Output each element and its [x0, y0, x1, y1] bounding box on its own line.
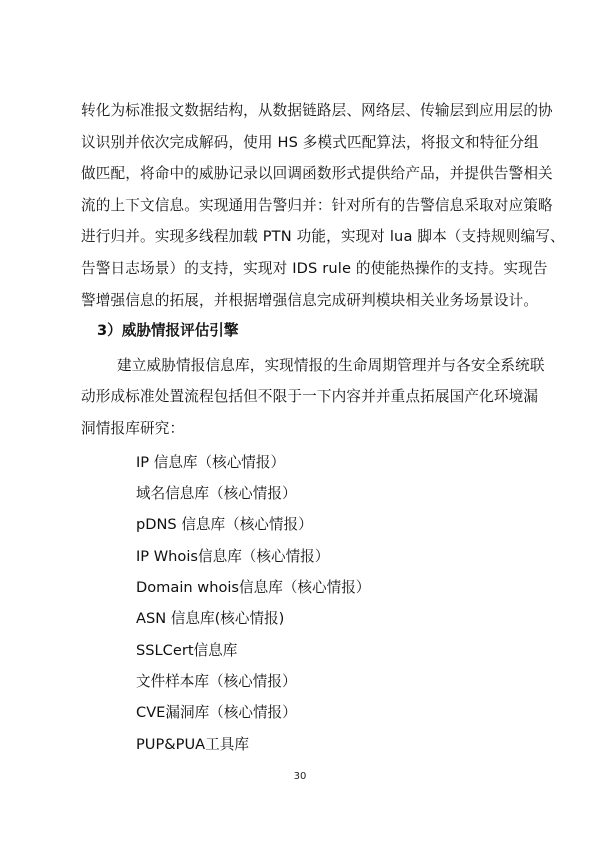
list-item: IP 信息库（核心情报）: [136, 454, 286, 471]
list-item: CVE漏洞库（核心情报）: [136, 704, 297, 721]
list-item: Domain whois信息库（核心情报）: [136, 579, 371, 596]
paragraph-line: 转化为标准报文数据结构，从数据链路层、网络层、传输层到应用层的协: [81, 102, 553, 119]
paragraph-line: 做匹配，将命中的威胁记录以回调函数形式提供给产品，并提供告警相关: [81, 165, 553, 182]
list-item: SSLCert信息库: [136, 642, 238, 659]
section-heading: 3）威胁情报评估引擎: [97, 322, 239, 339]
paragraph-line: 建立威胁情报信息库，实现情报的生命周期管理并与各安全系统联: [117, 357, 545, 374]
paragraph-line: 进行归并。实现多线程加载 PTN 功能，实现对 lua 脚本（支持规则编写、: [81, 228, 565, 245]
list-item: PUP&PUA工具库: [136, 736, 249, 753]
paragraph-line: 议识别并依次完成解码，使用 HS 多模式匹配算法，将报文和特征分组: [81, 134, 539, 151]
list-item: IP Whois信息库（核心情报）: [136, 548, 330, 565]
list-item: pDNS 信息库（核心情报）: [136, 516, 313, 533]
list-item: 域名信息库（核心情报）: [136, 485, 297, 502]
paragraph-line: 流的上下文信息。实现通用告警归并：针对所有的告警信息采取对应策略: [81, 197, 553, 214]
page-number: 30: [293, 771, 307, 782]
paragraph-line: 洞情报库研究：: [81, 420, 185, 437]
list-item: 文件样本库（核心情报）: [136, 673, 297, 690]
paragraph-line: 警增强信息的拓展，并根据增强信息完成研判模块相关业务场景设计。: [81, 292, 539, 309]
paragraph-line: 告警日志场景）的支持，实现对 IDS rule 的使能热操作的支持。实现告: [81, 260, 548, 277]
list-item: ASN 信息库(核心情报): [136, 610, 285, 627]
paragraph-line: 动形成标准处置流程包括但不限于一下内容并并重点拓展国产化环境漏: [81, 388, 539, 405]
